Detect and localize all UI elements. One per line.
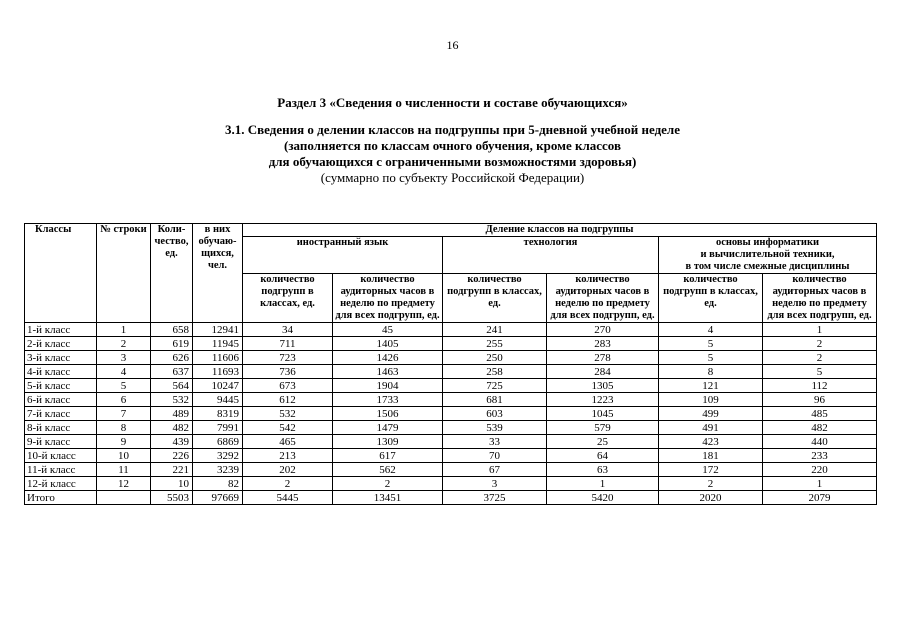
cell-students: 11606 (193, 351, 243, 365)
cell-inf-groups: 499 (659, 407, 763, 421)
cell-fl-groups: 723 (243, 351, 333, 365)
cell-inf-groups: 172 (659, 463, 763, 477)
table-row (25, 407, 877, 421)
header-informatics-line1: основы информатики (715, 237, 820, 248)
cell-count: 226 (151, 449, 193, 463)
cell-name: 9-й класс (25, 435, 97, 449)
cell-tech-groups: 241 (443, 323, 547, 337)
cell-inf-groups: 423 (659, 435, 763, 449)
cell-inf-hours: 1 (763, 323, 877, 337)
cell-inf-hours: 96 (763, 393, 877, 407)
cell-count: 619 (151, 337, 193, 351)
cell-no: 12 (97, 477, 151, 491)
cell-no: 3 (97, 351, 151, 365)
cell-no: 2 (97, 337, 151, 351)
table-row (25, 463, 877, 477)
cell-name: 11-й класс (25, 463, 97, 477)
cell-fl-groups: 34 (243, 323, 333, 337)
cell-tech-groups: 70 (443, 449, 547, 463)
cell-students: 3239 (193, 463, 243, 477)
cell-fl-hours: 617 (333, 449, 443, 463)
cell-name: 8-й класс (25, 421, 97, 435)
cell-no: 5 (97, 379, 151, 393)
table-row (25, 435, 877, 449)
cell-inf-groups: 5 (659, 337, 763, 351)
header-students: в них обучаю-щихся, чел. (193, 224, 243, 323)
cell-tech-hours: 1305 (547, 379, 659, 393)
cell-count: 439 (151, 435, 193, 449)
cell-tech-hours: 283 (547, 337, 659, 351)
cell-fl-hours: 13451 (333, 491, 443, 505)
cell-no: 9 (97, 435, 151, 449)
cell-fl-groups: 542 (243, 421, 333, 435)
cell-inf-hours: 220 (763, 463, 877, 477)
cell-inf-groups: 8 (659, 365, 763, 379)
cell-count: 626 (151, 351, 193, 365)
cell-fl-hours: 1463 (333, 365, 443, 379)
cell-students: 11693 (193, 365, 243, 379)
cell-no: 8 (97, 421, 151, 435)
cell-tech-groups: 539 (443, 421, 547, 435)
cell-no: 7 (97, 407, 151, 421)
cell-students: 82 (193, 477, 243, 491)
cell-fl-hours: 45 (333, 323, 443, 337)
cell-tech-hours: 64 (547, 449, 659, 463)
cell-fl-groups: 612 (243, 393, 333, 407)
cell-no: 10 (97, 449, 151, 463)
cell-no (97, 491, 151, 505)
cell-tech-hours: 579 (547, 421, 659, 435)
cell-inf-groups: 2 (659, 477, 763, 491)
cell-tech-groups: 67 (443, 463, 547, 477)
section-title: Раздел 3 «Сведения о численности и составе обучающихся» (277, 95, 628, 110)
cell-count: 10 (151, 477, 193, 491)
cell-tech-groups: 250 (443, 351, 547, 365)
cell-tech-groups: 603 (443, 407, 547, 421)
cell-students: 3292 (193, 449, 243, 463)
cell-inf-hours: 482 (763, 421, 877, 435)
table-row (25, 365, 877, 379)
cell-fl-groups: 465 (243, 435, 333, 449)
total-row (25, 491, 877, 505)
cell-students: 97669 (193, 491, 243, 505)
cell-name: 6-й класс (25, 393, 97, 407)
cell-tech-groups: 258 (443, 365, 547, 379)
cell-count: 489 (151, 407, 193, 421)
cell-inf-groups: 491 (659, 421, 763, 435)
cell-fl-groups: 673 (243, 379, 333, 393)
cell-inf-groups: 2020 (659, 491, 763, 505)
table-row (25, 477, 877, 491)
cell-count: 482 (151, 421, 193, 435)
header-foreign-language: иностранный язык (243, 237, 443, 274)
header-classes: Классы (25, 224, 97, 323)
cell-name: Итого (25, 491, 97, 505)
cell-name: 7-й класс (25, 407, 97, 421)
header-tech-groups: количество подгрупп в классах, ед. (443, 274, 547, 323)
cell-name: 10-й класс (25, 449, 97, 463)
cell-inf-groups: 109 (659, 393, 763, 407)
table-row (25, 393, 877, 407)
cell-students: 12941 (193, 323, 243, 337)
header-division: Деление классов на подгруппы (243, 224, 877, 237)
header-row-number: № строки (97, 224, 151, 323)
cell-name: 4-й класс (25, 365, 97, 379)
table-body (25, 323, 877, 505)
cell-fl-hours: 1405 (333, 337, 443, 351)
cell-inf-hours: 233 (763, 449, 877, 463)
cell-tech-hours: 5420 (547, 491, 659, 505)
cell-no: 11 (97, 463, 151, 477)
cell-name: 2-й класс (25, 337, 97, 351)
cell-inf-hours: 5 (763, 365, 877, 379)
cell-fl-groups: 213 (243, 449, 333, 463)
header-count: Коли-чество, ед. (151, 224, 193, 323)
table-row (25, 351, 877, 365)
cell-tech-hours: 25 (547, 435, 659, 449)
header-inf-groups: количество подгрупп в классах, ед. (659, 274, 763, 323)
cell-tech-hours: 284 (547, 365, 659, 379)
header-inf-hours: количество аудиторных часов в неделю по предмету для всех подгрупп, ед. (763, 274, 877, 323)
cell-inf-hours: 2 (763, 351, 877, 365)
cell-fl-groups: 202 (243, 463, 333, 477)
cell-count: 221 (151, 463, 193, 477)
table-row (25, 449, 877, 463)
cell-tech-groups: 3 (443, 477, 547, 491)
cell-tech-hours: 1 (547, 477, 659, 491)
cell-inf-groups: 5 (659, 351, 763, 365)
cell-tech-hours: 63 (547, 463, 659, 477)
cell-no: 4 (97, 365, 151, 379)
cell-count: 564 (151, 379, 193, 393)
cell-fl-hours: 1479 (333, 421, 443, 435)
cell-fl-groups: 711 (243, 337, 333, 351)
cell-inf-hours: 112 (763, 379, 877, 393)
cell-fl-groups: 532 (243, 407, 333, 421)
cell-tech-groups: 255 (443, 337, 547, 351)
cell-name: 1-й класс (25, 323, 97, 337)
cell-name: 5-й класс (25, 379, 97, 393)
header-fl-groups: количество подгрупп в классах, ед. (243, 274, 333, 323)
cell-tech-hours: 1045 (547, 407, 659, 421)
cell-name: 3-й класс (25, 351, 97, 365)
cell-count: 532 (151, 393, 193, 407)
cell-fl-hours: 1426 (333, 351, 443, 365)
cell-fl-hours: 1506 (333, 407, 443, 421)
subsection-note-2: для обучающихся с ограниченными возможностями здоровья) (268, 154, 637, 169)
header-fl-hours: количество аудиторных часов в неделю по предмету для всех подгрупп, ед. (333, 274, 443, 323)
cell-fl-hours: 1904 (333, 379, 443, 393)
subsection-note-1: (заполняется по классам очного обучения, кроме классов (283, 138, 622, 153)
table-row (25, 337, 877, 351)
cell-no: 1 (97, 323, 151, 337)
cell-fl-hours: 562 (333, 463, 443, 477)
cell-count: 5503 (151, 491, 193, 505)
table-row (25, 421, 877, 435)
subgroups-table (24, 223, 877, 505)
subsection-heading (0, 122, 905, 186)
cell-inf-hours: 2 (763, 337, 877, 351)
cell-students: 9445 (193, 393, 243, 407)
cell-fl-groups: 736 (243, 365, 333, 379)
cell-inf-hours: 440 (763, 435, 877, 449)
cell-students: 7991 (193, 421, 243, 435)
cell-inf-hours: 1 (763, 477, 877, 491)
cell-students: 8319 (193, 407, 243, 421)
subsection-scope: (суммарно по субъекту Российской Федерации) (320, 170, 585, 185)
cell-inf-groups: 4 (659, 323, 763, 337)
cell-count: 637 (151, 365, 193, 379)
cell-students: 11945 (193, 337, 243, 351)
cell-tech-groups: 3725 (443, 491, 547, 505)
cell-tech-groups: 33 (443, 435, 547, 449)
cell-inf-hours: 2079 (763, 491, 877, 505)
cell-fl-groups: 2 (243, 477, 333, 491)
cell-tech-groups: 725 (443, 379, 547, 393)
header-tech-hours: количество аудиторных часов в неделю по предмету для всех подгрупп, ед. (547, 274, 659, 323)
cell-fl-groups: 5445 (243, 491, 333, 505)
cell-students: 6869 (193, 435, 243, 449)
header-informatics-line2: и вычислительной техники, (700, 249, 835, 260)
table-row (25, 379, 877, 393)
table-row (25, 323, 877, 337)
cell-inf-groups: 181 (659, 449, 763, 463)
cell-inf-hours: 485 (763, 407, 877, 421)
header-informatics (659, 237, 877, 274)
cell-inf-groups: 121 (659, 379, 763, 393)
cell-tech-hours: 278 (547, 351, 659, 365)
cell-name: 12-й класс (25, 477, 97, 491)
cell-fl-hours: 1733 (333, 393, 443, 407)
cell-tech-groups: 681 (443, 393, 547, 407)
cell-fl-hours: 2 (333, 477, 443, 491)
page-number: 16 (446, 38, 459, 52)
cell-count: 658 (151, 323, 193, 337)
cell-students: 10247 (193, 379, 243, 393)
cell-fl-hours: 1309 (333, 435, 443, 449)
subsection-title: 3.1. Сведения о делении классов на подгруппы при 5-дневной учебной неделе (225, 122, 680, 137)
cell-tech-hours: 1223 (547, 393, 659, 407)
header-technology: технология (443, 237, 659, 274)
header-informatics-line3: в том числе смежные дисциплины (685, 261, 850, 272)
cell-tech-hours: 270 (547, 323, 659, 337)
cell-no: 6 (97, 393, 151, 407)
